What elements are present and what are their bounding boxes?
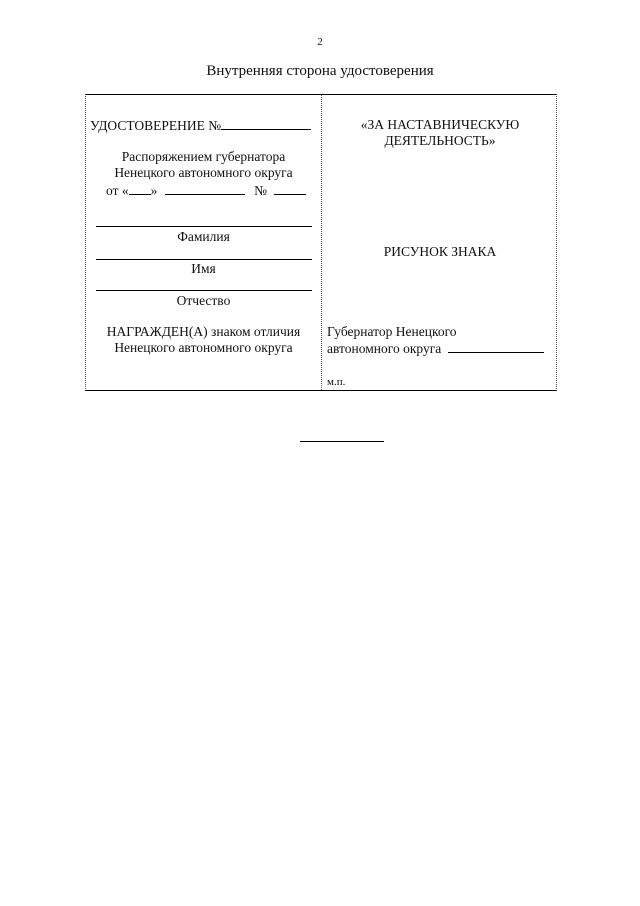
month-year-blank — [165, 182, 245, 195]
award-title-line-1: «ЗА НАСТАВНИЧЕСКУЮ — [360, 117, 520, 132]
certificate-form — [85, 94, 557, 391]
order-line-1: Распоряжением губернатора — [121, 149, 286, 164]
governor-line-2: автономного округа — [327, 341, 442, 356]
surname-line — [96, 226, 312, 227]
certificate-number-row — [90, 117, 311, 134]
order-line-2: Ненецкого автономного округа — [114, 165, 293, 180]
order-date-row — [106, 182, 306, 199]
surname-label: Фамилия — [177, 229, 230, 244]
governor-line-2-row — [327, 340, 544, 357]
date-prefix: от « — [106, 183, 129, 198]
seal-label: м.п. — [327, 376, 346, 388]
end-of-document-rule — [300, 441, 384, 442]
patronymic-line — [96, 290, 312, 291]
patronymic-label: Отчество — [176, 293, 231, 308]
award-title-line-2: ДЕЯТЕЛЬНОСТЬ» — [384, 133, 496, 148]
awarded-line-1: НАГРАЖДЕН(А) знаком отличия — [106, 324, 301, 339]
governor-signature-blank — [448, 340, 544, 353]
date-quote-close: » — [150, 183, 158, 198]
name-label: Имя — [191, 261, 216, 276]
page-number: 2 — [317, 36, 323, 48]
order-number-sign: № — [254, 183, 267, 198]
day-blank — [129, 182, 151, 195]
governor-line-1: Губернатор Ненецкого — [327, 324, 457, 339]
certificate-number-blank — [221, 117, 311, 130]
awarded-line-2: Ненецкого автономного округа — [114, 340, 293, 355]
page-heading: Внутренняя сторона удостоверения — [206, 63, 434, 79]
order-number-blank — [274, 182, 306, 195]
certificate-label: УДОСТОВЕРЕНИЕ № — [90, 118, 222, 133]
badge-image-placeholder: РИСУНОК ЗНАКА — [383, 244, 497, 259]
name-line — [96, 259, 312, 260]
